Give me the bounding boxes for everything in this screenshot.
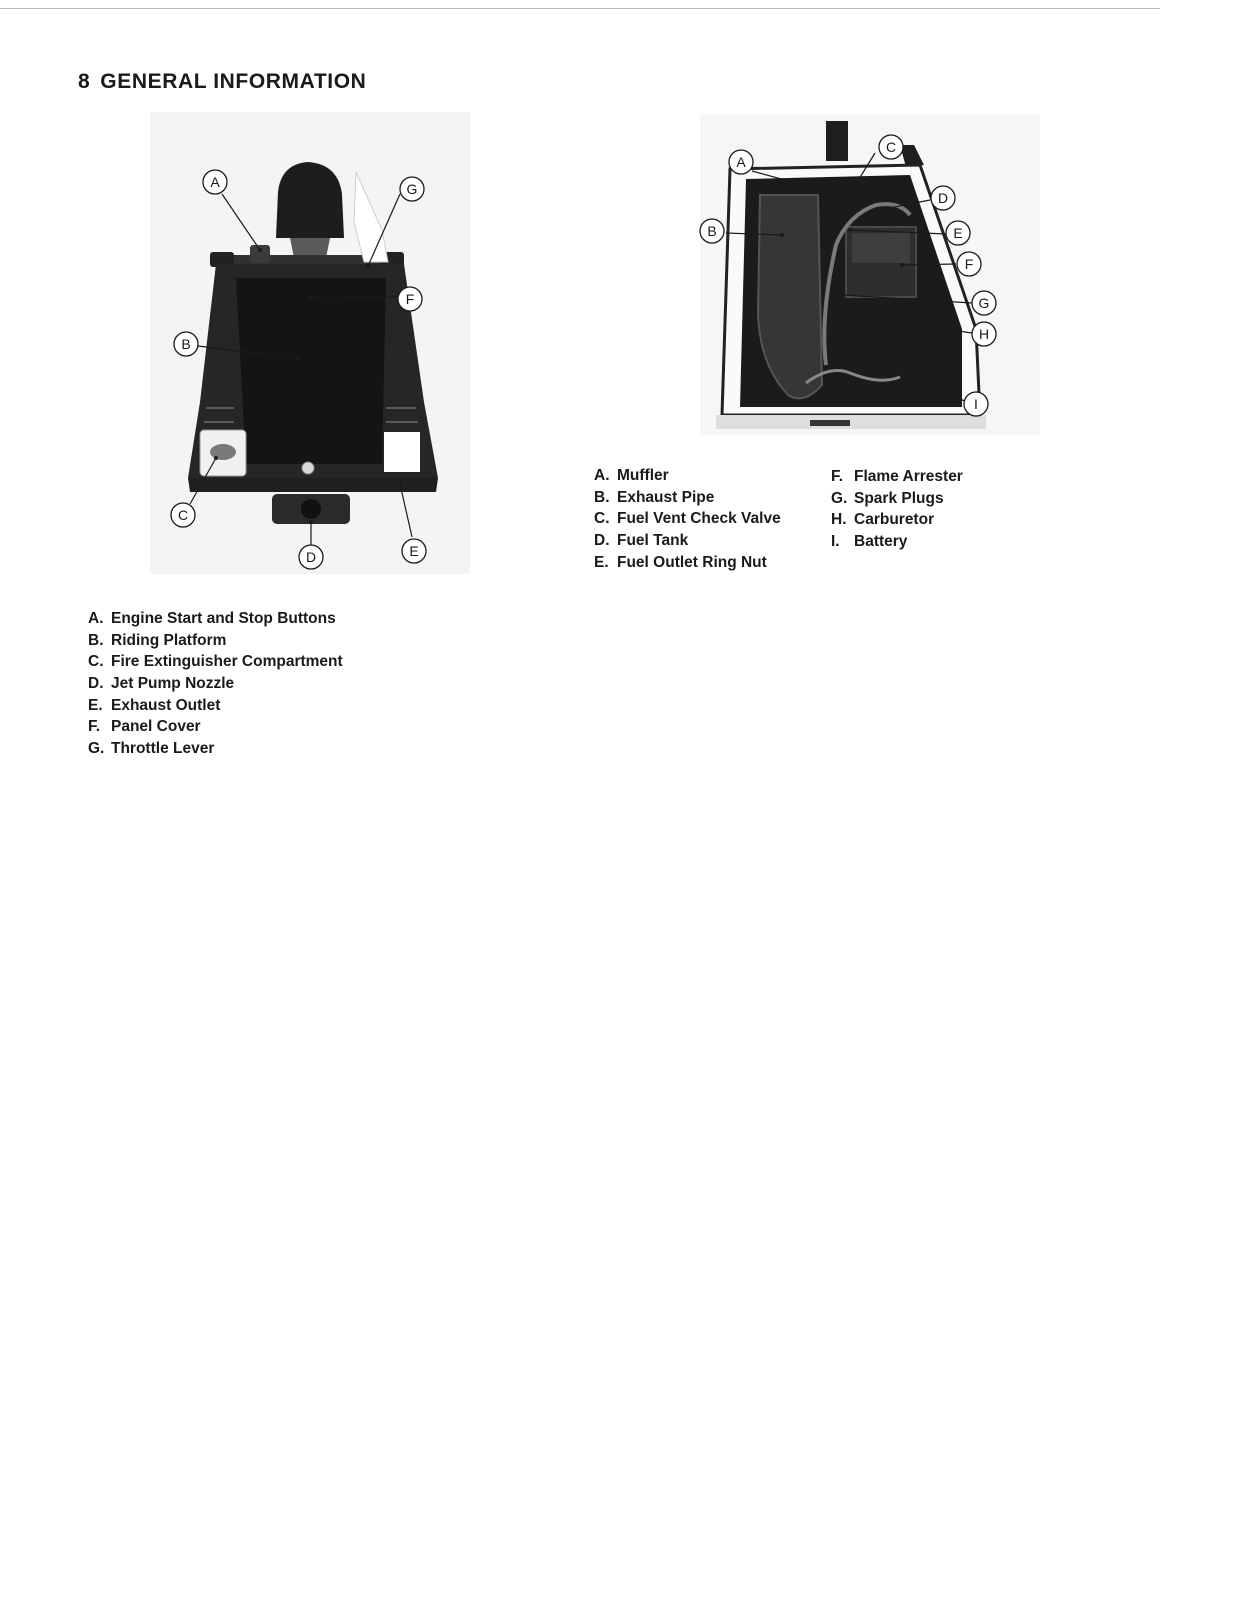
- legend-item: H. Carburetor: [831, 511, 935, 529]
- callout-d: [299, 545, 323, 569]
- callout-i: [964, 392, 988, 416]
- engine-compartment-illustration: [700, 115, 1040, 435]
- callout-g: [400, 177, 424, 201]
- callout-b-label: B: [707, 223, 717, 239]
- callout-b-label: B: [181, 336, 191, 352]
- figure-engine-compartment: [700, 115, 1040, 435]
- legend-item: G. Throttle Lever: [88, 740, 215, 758]
- legend-jet-ski-top-view: [88, 608, 343, 760]
- legend-item: B. Riding Platform: [88, 631, 227, 649]
- callout-d: [931, 186, 955, 210]
- callout-a-label: A: [210, 174, 220, 190]
- callout-h-label: H: [978, 326, 990, 342]
- legend-item: A. Engine Start and Stop Buttons: [88, 610, 336, 627]
- callout-d-label: D: [305, 549, 317, 565]
- callout-i-label: I: [974, 396, 978, 412]
- callout-c-label: C: [885, 139, 897, 155]
- callout-c: [879, 135, 903, 159]
- jet-ski-top-view-illustration: [150, 112, 470, 574]
- callout-g-label: G: [406, 181, 418, 197]
- callout-b: [174, 332, 198, 356]
- legend-engine-compartment-col2: [831, 466, 963, 553]
- callout-a-label: A: [736, 154, 746, 170]
- callout-f: [957, 252, 981, 276]
- callout-d-label: D: [937, 190, 949, 206]
- callout-c: [171, 503, 195, 527]
- callout-a: [729, 150, 753, 174]
- callout-e-label: E: [953, 225, 963, 241]
- callout-b: [700, 219, 724, 243]
- legend-item: F. Panel Cover: [88, 718, 201, 736]
- legend-item: I. Battery: [831, 533, 908, 551]
- callout-g-label: G: [978, 295, 990, 311]
- legend-item: F. Flame Arrester: [831, 468, 963, 485]
- callout-a: [203, 170, 227, 194]
- legend-item: E. Fuel Outlet Ring Nut: [594, 553, 767, 571]
- callout-f-label: F: [405, 291, 415, 307]
- legend-item: E. Exhaust Outlet: [88, 696, 221, 714]
- legend-item: D. Fuel Tank: [594, 532, 689, 550]
- legend-item: C. Fuel Vent Check Valve: [594, 510, 781, 528]
- callout-e-label: E: [409, 543, 419, 559]
- callout-f: [398, 287, 422, 311]
- page-header: [78, 70, 366, 94]
- legend-item: G. Spark Plugs: [831, 489, 944, 507]
- callout-e: [402, 539, 426, 563]
- section-title: GENERAL INFORMATION: [100, 70, 367, 93]
- callout-h: [972, 322, 996, 346]
- legend-item: C. Fire Extinguisher Compartment: [88, 653, 343, 671]
- callout-c-label: C: [177, 507, 189, 523]
- legend-item: A. Muffler: [594, 467, 669, 484]
- figure-jet-ski-top-view: [150, 112, 470, 574]
- callout-f-label: F: [964, 256, 974, 272]
- callout-g: [972, 291, 996, 315]
- legend-item: D. Jet Pump Nozzle: [88, 675, 235, 693]
- page-number: 8: [78, 70, 91, 93]
- legend-item: B. Exhaust Pipe: [594, 488, 715, 506]
- callout-e: [946, 221, 970, 245]
- legend-engine-compartment-col1: [594, 465, 781, 573]
- top-rule: [0, 8, 1160, 9]
